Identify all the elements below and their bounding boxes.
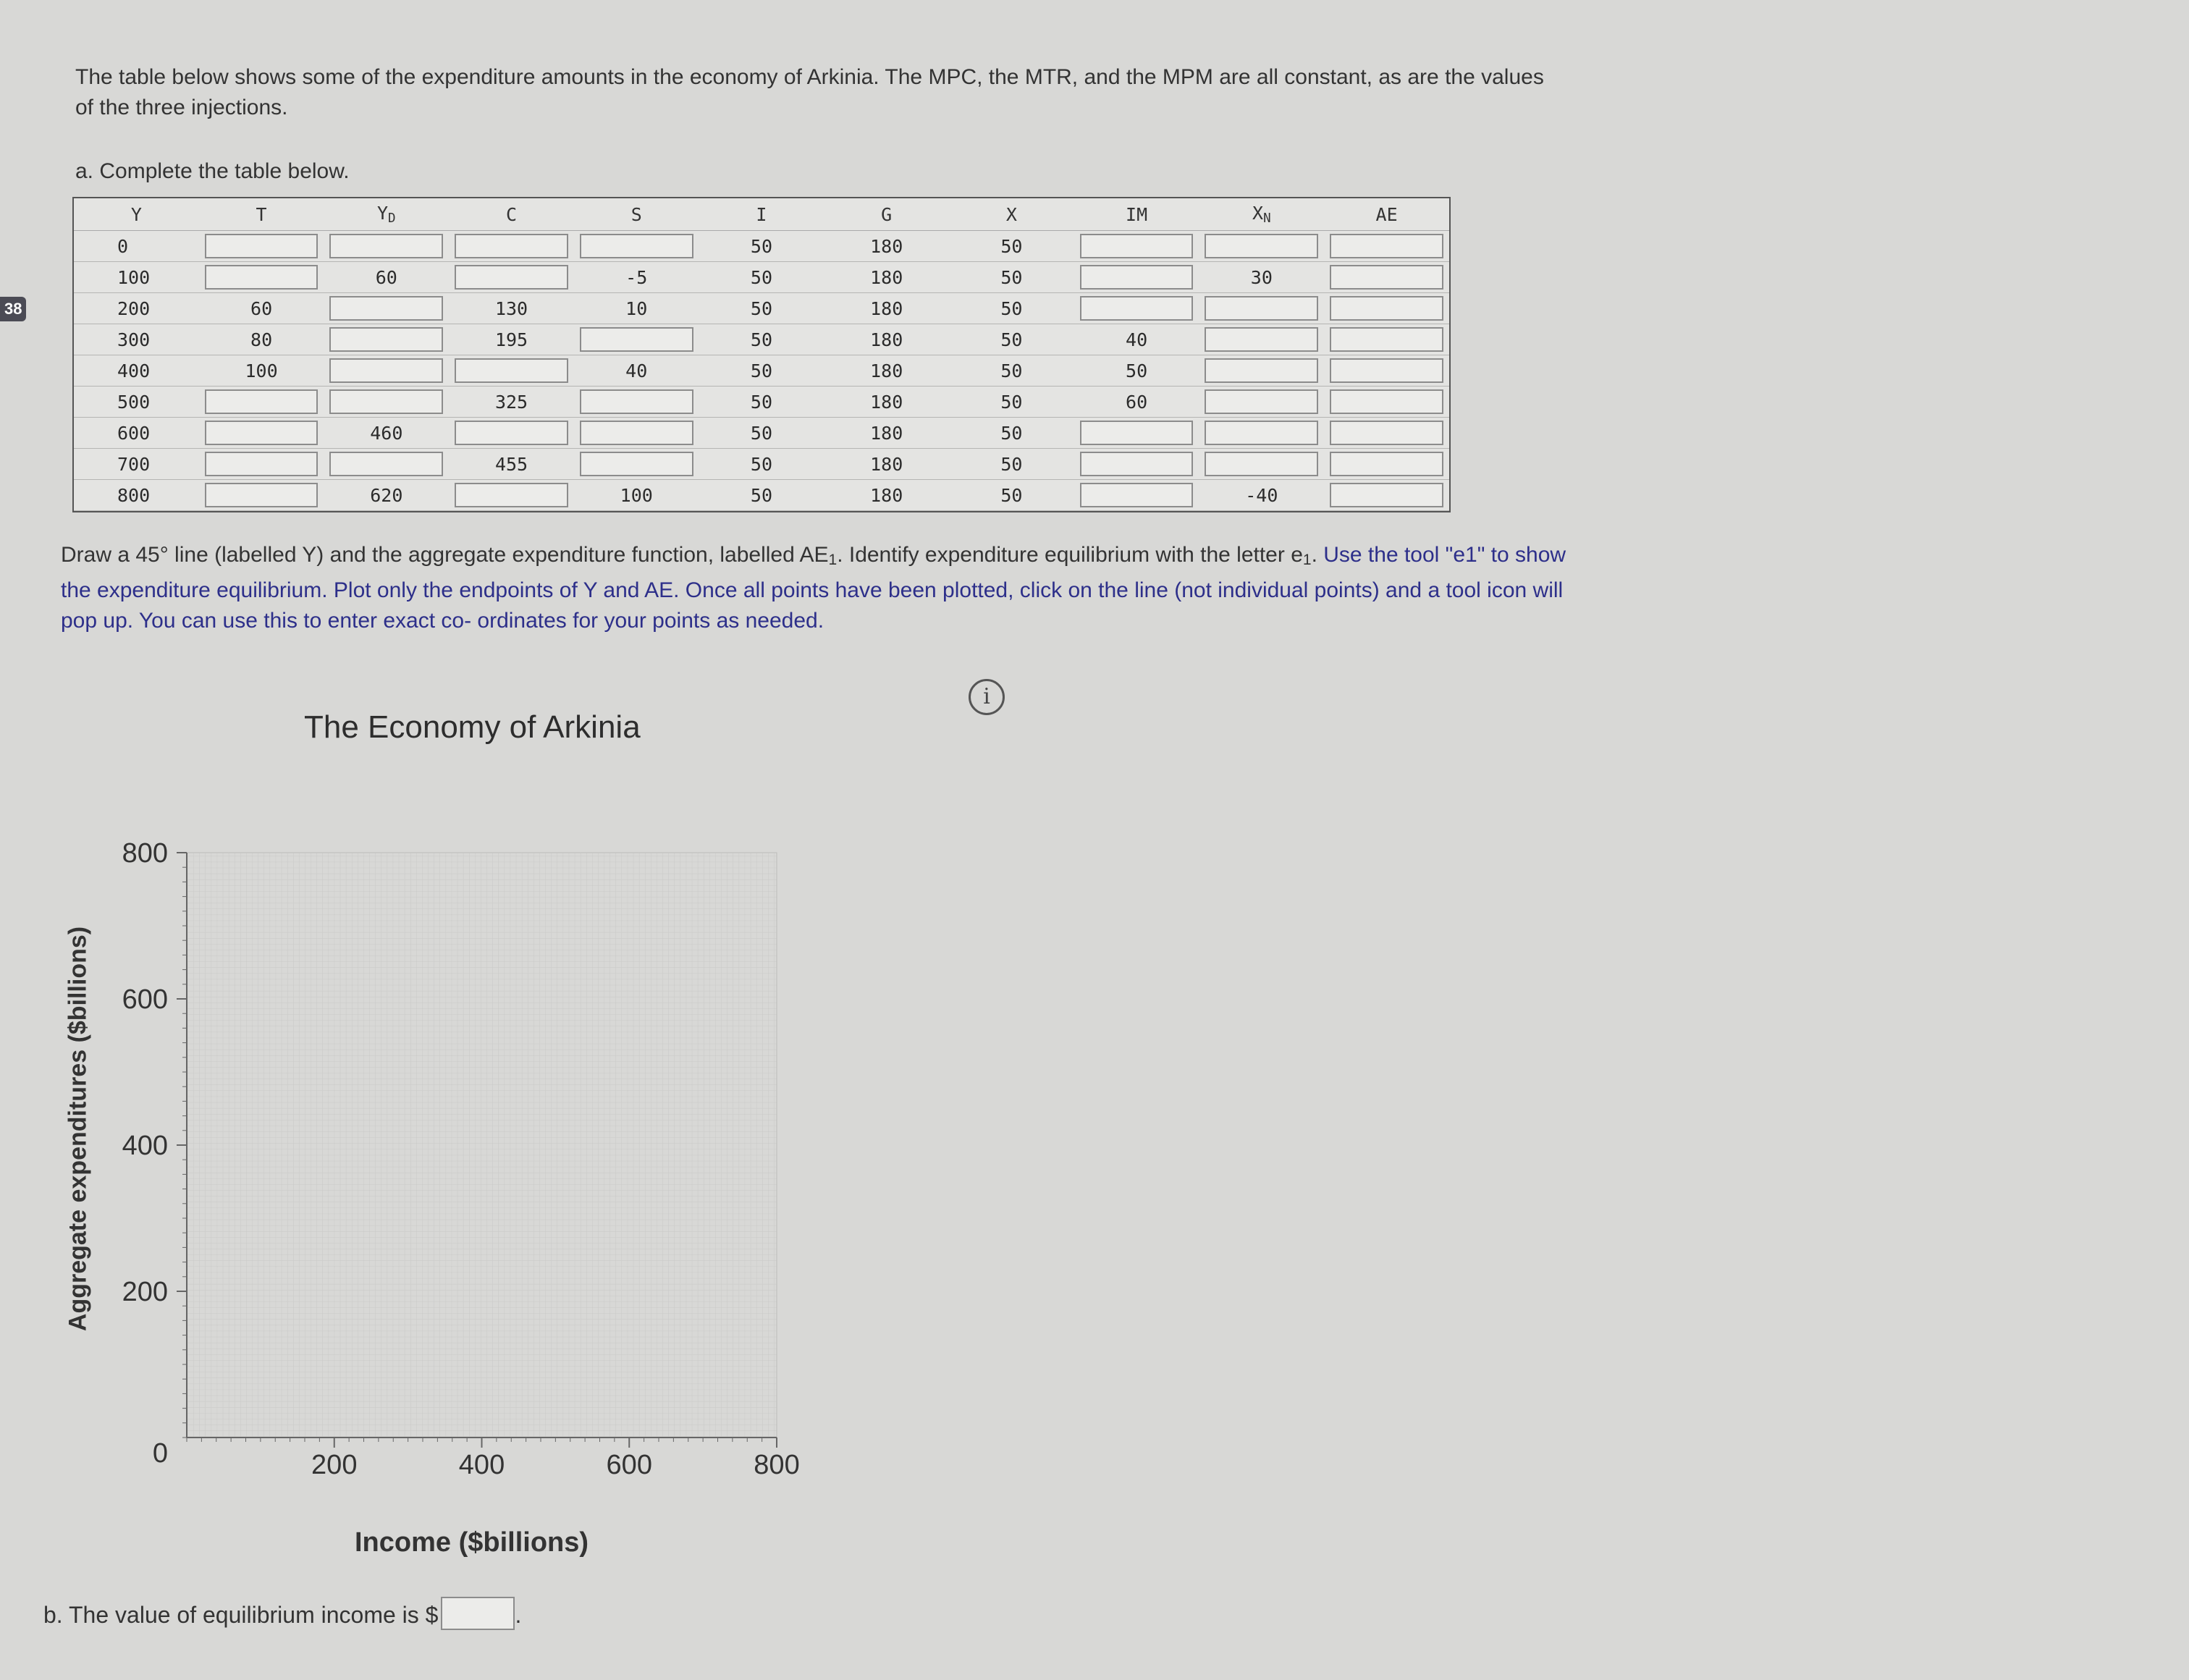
cell-c: 195 bbox=[449, 324, 574, 355]
cell-g: 180 bbox=[824, 324, 949, 355]
origin-label: 0 bbox=[152, 1438, 168, 1469]
cell-x: 50 bbox=[949, 387, 1074, 418]
cell-xn: -40 bbox=[1199, 480, 1324, 511]
cell-i: 50 bbox=[699, 480, 824, 511]
cell-x: 50 bbox=[949, 262, 1074, 293]
part-b-question bbox=[43, 1597, 521, 1630]
cell-i: 50 bbox=[699, 387, 824, 418]
x-axis-label: Income ($billions) bbox=[355, 1527, 589, 1558]
instruction-tool-hint: Use the tool "e1" to show the expenditure equilibrium. Plot only the endpoints of Y and AE. Once all points have been plotted, click on the line (not individual points) and a tool icon will pop up. You can use this to enter exact co- ordinates for your points as needed. bbox=[61, 543, 1566, 633]
cell-c: 325 bbox=[449, 387, 574, 418]
cell-i: 50 bbox=[699, 262, 824, 293]
cell-im: 40 bbox=[1074, 324, 1199, 355]
cell-yd: 460 bbox=[324, 418, 449, 449]
cell-s: 100 bbox=[574, 480, 699, 511]
y-axis-label: Aggregate expenditures ($billions) bbox=[64, 926, 92, 1332]
cell-y: 100 bbox=[74, 262, 199, 293]
cell-x: 50 bbox=[949, 324, 1074, 355]
cell-yd: 60 bbox=[324, 262, 449, 293]
cell-y: 0 bbox=[74, 231, 199, 262]
page-edge-number: 38 bbox=[0, 297, 26, 321]
cell-t: 80 bbox=[199, 324, 324, 355]
y-tick-label: 600 bbox=[122, 984, 168, 1015]
cell-g: 180 bbox=[824, 418, 949, 449]
cell-x: 50 bbox=[949, 293, 1074, 324]
cell-g: 180 bbox=[824, 231, 949, 262]
y-tick-label: 200 bbox=[122, 1277, 168, 1307]
header-t: T bbox=[199, 198, 324, 231]
cell-y: 700 bbox=[74, 449, 199, 480]
chart-title: The Economy of Arkinia bbox=[304, 709, 641, 745]
x-tick-label: 800 bbox=[754, 1450, 800, 1480]
cell-i: 50 bbox=[699, 293, 824, 324]
cell-i: 50 bbox=[699, 418, 824, 449]
header-ae: AE bbox=[1324, 198, 1449, 231]
cell-x: 50 bbox=[949, 355, 1074, 387]
instruction-text: Draw a 45° line (labelled Y) and the aggregate expenditure function, labelled AE1. Identify expenditure equilibrium with the letter e1. bbox=[61, 543, 1317, 568]
cell-g: 180 bbox=[824, 480, 949, 511]
plot-area[interactable] bbox=[187, 853, 777, 1438]
header-c: C bbox=[449, 198, 574, 231]
cell-x: 50 bbox=[949, 449, 1074, 480]
x-tick-label: 600 bbox=[606, 1450, 652, 1480]
cell-t: 100 bbox=[199, 355, 324, 387]
equilibrium-income-input[interactable] bbox=[441, 1597, 515, 1630]
cell-yd: 620 bbox=[324, 480, 449, 511]
header-i: I bbox=[699, 198, 824, 231]
cell-i: 50 bbox=[699, 324, 824, 355]
cell-y: 600 bbox=[74, 418, 199, 449]
cell-g: 180 bbox=[824, 449, 949, 480]
cell-i: 50 bbox=[699, 231, 824, 262]
part-b-end: . bbox=[515, 1602, 522, 1628]
cell-xn: 30 bbox=[1199, 262, 1324, 293]
part-b-text: b. The value of equilibrium income is $ bbox=[43, 1602, 439, 1628]
cell-c: 130 bbox=[449, 293, 574, 324]
cell-y: 200 bbox=[74, 293, 199, 324]
cell-g: 180 bbox=[824, 387, 949, 418]
y-tick-label: 400 bbox=[122, 1131, 168, 1161]
cell-x: 50 bbox=[949, 480, 1074, 511]
header-xn: $X_N$ bbox=[1199, 198, 1324, 231]
info-icon[interactable]: i bbox=[969, 679, 1005, 715]
cell-im: 50 bbox=[1074, 355, 1199, 387]
cell-s: 40 bbox=[574, 355, 699, 387]
cell-g: 180 bbox=[824, 262, 949, 293]
cell-i: 50 bbox=[699, 355, 824, 387]
header-yd: $Y_D$ bbox=[324, 198, 449, 231]
cell-g: 180 bbox=[824, 293, 949, 324]
header-im: IM bbox=[1074, 198, 1199, 231]
cell-t: 60 bbox=[199, 293, 324, 324]
cell-y: 500 bbox=[74, 387, 199, 418]
cell-x: 50 bbox=[949, 418, 1074, 449]
y-tick-label: 800 bbox=[122, 838, 168, 869]
cell-y: 400 bbox=[74, 355, 199, 387]
x-tick-label: 400 bbox=[458, 1450, 505, 1480]
cell-g: 180 bbox=[824, 355, 949, 387]
header-x: X bbox=[949, 198, 1074, 231]
cell-im: 60 bbox=[1074, 387, 1199, 418]
cell-s: 10 bbox=[574, 293, 699, 324]
header-g: G bbox=[824, 198, 949, 231]
part-a-label: a. Complete the table below. bbox=[75, 159, 350, 183]
cell-y: 300 bbox=[74, 324, 199, 355]
header-y: Y bbox=[74, 198, 199, 231]
header-s: S bbox=[574, 198, 699, 231]
cell-i: 50 bbox=[699, 449, 824, 480]
cell-y: 800 bbox=[74, 480, 199, 511]
intro-text: The table below shows some of the expenditure amounts in the economy of Arkinia. The MPC, the MTR, and the MPM are all constant, as are the values of the three injections. bbox=[75, 65, 1544, 119]
cell-c: 455 bbox=[449, 449, 574, 480]
cell-s: -5 bbox=[574, 262, 699, 293]
cell-x: 50 bbox=[949, 231, 1074, 262]
x-tick-label: 200 bbox=[311, 1450, 358, 1480]
